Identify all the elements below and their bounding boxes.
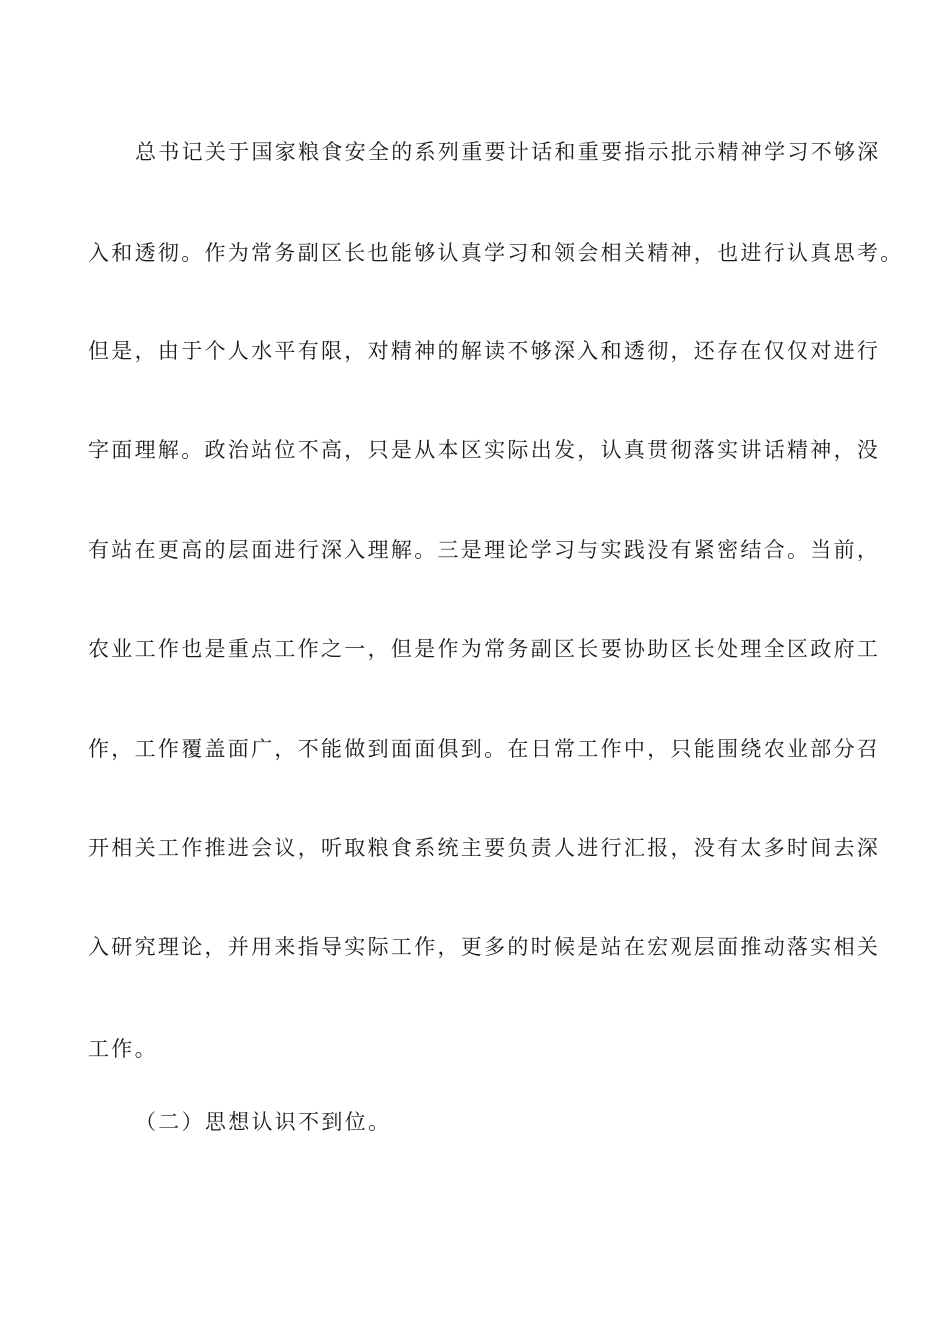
paragraph-line: 农业工作也是重点工作之一，但是作为常务副区长要协助区长处理全区政府工 <box>88 637 881 661</box>
paragraph-line: 总书记关于国家粮食安全的系列重要计话和重要指示批示精神学习不够深 <box>135 140 881 164</box>
paragraph-line: 入和透彻。作为常务副区长也能够认真学习和领会相关精神，也进行认真思考。 <box>88 241 904 265</box>
paragraph-line: 开相关工作推进会议，听取粮食系统主要负责人进行汇报，没有太多时间去深 <box>88 836 881 860</box>
paragraph-line: 但是，由于个人水平有限，对精神的解读不够深入和透彻，还存在仅仅对进行 <box>88 339 881 363</box>
paragraph-line: 有站在更高的层面进行深入理解。三是理论学习与实践没有紧密结合。当前， <box>88 538 881 562</box>
paragraph-line: 入研究理论，并用来指导实际工作，更多的时候是站在宏观层面推动落实相关 <box>88 935 881 959</box>
paragraph-line: 工作。 <box>88 1037 158 1061</box>
paragraph-line: 字面理解。政治站位不高，只是从本区实际出发，认真贯彻落实讲话精神，没 <box>88 438 881 462</box>
section-heading: （二）思想认识不到位。 <box>135 1110 392 1134</box>
paragraph-line: 作，工作覆盖面广，不能做到面面俱到。在日常工作中，只能围绕农业部分召 <box>88 737 881 761</box>
